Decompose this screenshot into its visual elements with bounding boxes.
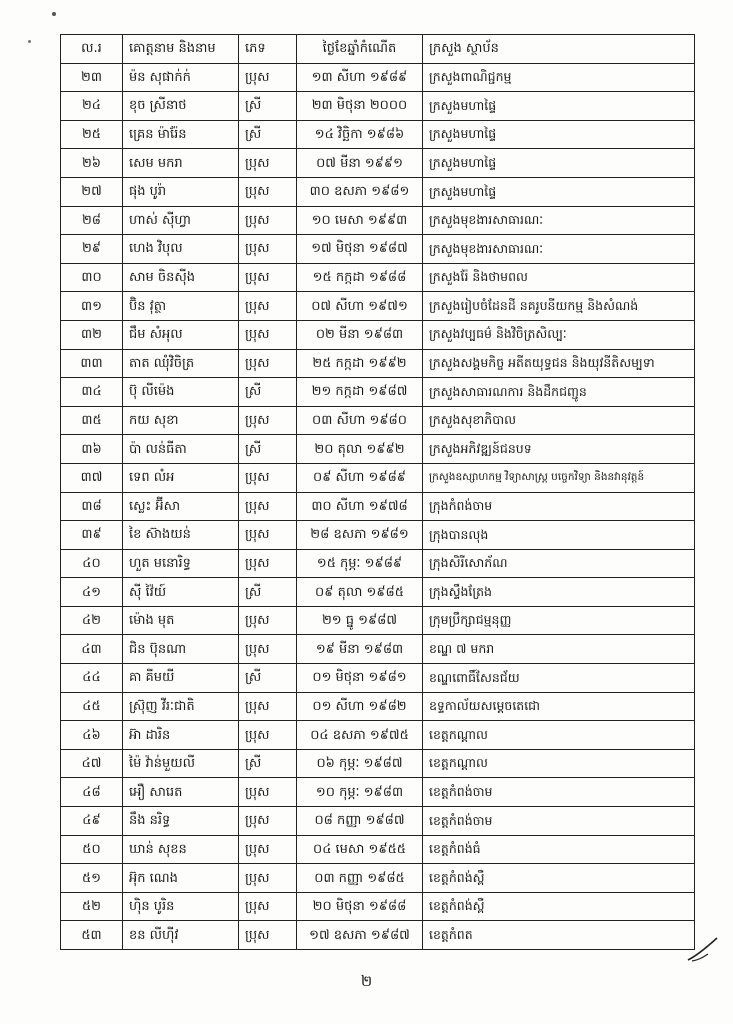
cell-name: ហ៊ិន បូរិន xyxy=(123,892,239,921)
table-row xyxy=(61,349,695,378)
cell-dob: ១០ មេសា ១៩៩៣ xyxy=(297,206,423,235)
cell-name: ស្រ៊ុញ វីរៈជាតិ xyxy=(123,692,239,721)
cell-sex: ប្រុស xyxy=(239,206,297,235)
cell-institution: ក្រសួងសង្គមកិច្ច អតីតយុទ្ធជន និងយុវនីតិសម្បទា xyxy=(423,349,695,378)
signature-mark xyxy=(686,930,720,964)
cell-sex: ប្រុស xyxy=(239,692,297,721)
cell-dob: ២០ តុលា ១៩៩២ xyxy=(297,435,423,464)
cell-name: ប៊ិន វុត្ថា xyxy=(123,292,239,321)
cell-sex: ប្រុស xyxy=(239,235,297,264)
cell-institution: ក្រសួងមហាផ្ទៃ xyxy=(423,92,695,121)
table-row xyxy=(61,835,695,864)
cell-sex: ប្រុស xyxy=(239,406,297,435)
cell-sex: ប្រុស xyxy=(239,778,297,807)
header-name: គោត្តនាម និងនាម xyxy=(123,35,239,64)
scan-dot xyxy=(52,12,56,16)
table-row xyxy=(61,463,695,492)
cell-sex: ប្រុស xyxy=(239,149,297,178)
cell-dob: ១៧ មិថុនា ១៩៨៧ xyxy=(297,235,423,264)
table-row xyxy=(61,778,695,807)
cell-sex: ប្រុស xyxy=(239,921,297,950)
table-body xyxy=(61,63,695,949)
cell-institution: ឧទ្ទកាល័យសម្ដេចតេជោ xyxy=(423,692,695,721)
cell-dob: ១៤ វិច្ឆិកា ១៩៨៦ xyxy=(297,120,423,149)
table-header-row xyxy=(61,35,695,64)
cell-institution: ក្រសួងឧស្សាហកម្ម វិទ្យាសាស្ត្រ បច្ចេកវិទ្យា និងនវានុវត្តន៍ xyxy=(423,463,695,492)
cell-institution: ខេត្តកំពង់ធំ xyxy=(423,835,695,864)
header-sex: ភេទ xyxy=(239,35,297,64)
header-number: ល.រ xyxy=(61,35,123,64)
cell-name: គ្រេន ម៉ារ៉ែន xyxy=(123,120,239,149)
cell-dob: ៣០ សីហា ១៩៧៨ xyxy=(297,492,423,521)
table-row xyxy=(61,435,695,464)
cell-dob: ៣០ ឧសភា ១៩៨១ xyxy=(297,177,423,206)
cell-number: ៣៩ xyxy=(61,521,123,550)
cell-dob: ០៨ កញ្ញា ១៩៨៧ xyxy=(297,807,423,836)
cell-name: ស្លេះ អ៊ីសា xyxy=(123,492,239,521)
cell-number: ៤៦ xyxy=(61,721,123,750)
table-row xyxy=(61,807,695,836)
cell-dob: ០៦ កុម្ភៈ ១៩៨៧ xyxy=(297,749,423,778)
cell-number: ៣៧ xyxy=(61,463,123,492)
table-row xyxy=(61,864,695,893)
cell-institution: ខេត្តកំពង់ស្ពឺ xyxy=(423,892,695,921)
cell-sex: ប្រុស xyxy=(239,635,297,664)
cell-number: ៣០ xyxy=(61,263,123,292)
cell-institution: ក្រុងស្ទឹងត្រែង xyxy=(423,578,695,607)
cell-institution: ខេត្តកំពង់ចាម xyxy=(423,807,695,836)
cell-sex: ប្រុស xyxy=(239,463,297,492)
table-row xyxy=(61,521,695,550)
cell-name: ខៃ ស៊ាងយន់ xyxy=(123,521,239,550)
cell-dob: ០៩ តុលា ១៩៨៥ xyxy=(297,578,423,607)
cell-sex: ប្រុស xyxy=(239,263,297,292)
cell-sex: ប្រុស xyxy=(239,63,297,92)
cell-sex: ប្រុស xyxy=(239,177,297,206)
cell-number: ៣៤ xyxy=(61,378,123,407)
cell-number: ៤៥ xyxy=(61,692,123,721)
table-row xyxy=(61,635,695,664)
cell-institution: ខេត្តកំពត xyxy=(423,921,695,950)
cell-sex: ប្រុស xyxy=(239,521,297,550)
roster-table xyxy=(60,34,695,950)
cell-name: ស៊ី វ៉ៃយ៍ xyxy=(123,578,239,607)
cell-sex: ស្រី xyxy=(239,92,297,121)
table-row xyxy=(61,549,695,578)
cell-number: ៣៣ xyxy=(61,349,123,378)
cell-name: សេម មករា xyxy=(123,149,239,178)
cell-institution: ក្រុងកំពង់ចាម xyxy=(423,492,695,521)
cell-number: ២៣ xyxy=(61,63,123,92)
cell-name: ហាស់ ស៊ីហ្វា xyxy=(123,206,239,235)
cell-number: ៤០ xyxy=(61,549,123,578)
cell-number: ២៩ xyxy=(61,235,123,264)
cell-institution: ក្រសួងវប្បធម៌ និងវិចិត្រសិល្បៈ xyxy=(423,320,695,349)
cell-name: ឃាន់ សុខន xyxy=(123,835,239,864)
table-row xyxy=(61,63,695,92)
table-row xyxy=(61,149,695,178)
cell-dob: ១៥ កុម្ភៈ ១៩៨៩ xyxy=(297,549,423,578)
cell-number: ៤៨ xyxy=(61,778,123,807)
cell-name: កយ សុខា xyxy=(123,406,239,435)
cell-name: ប៊ុ លីម៉េង xyxy=(123,378,239,407)
cell-institution: ក្រសួងមហាផ្ទៃ xyxy=(423,149,695,178)
cell-dob: ០៣ សីហា ១៩៨០ xyxy=(297,406,423,435)
cell-sex: ប្រុស xyxy=(239,864,297,893)
cell-institution: ខណ្ឌពោធិ៍សែនជ័យ xyxy=(423,664,695,693)
cell-dob: ០៧ សីហា ១៩៧១ xyxy=(297,292,423,321)
cell-name: ជឹម សំអុល xyxy=(123,320,239,349)
cell-name: ម៉ន សុផាក់ក់ xyxy=(123,63,239,92)
cell-name: គា គីមយី xyxy=(123,664,239,693)
table-row xyxy=(61,263,695,292)
cell-dob: ២៨ ឧសភា ១៩៨១ xyxy=(297,521,423,550)
table-row xyxy=(61,406,695,435)
cell-number: ៤២ xyxy=(61,606,123,635)
cell-sex: ប្រុស xyxy=(239,349,297,378)
cell-dob: ០២ មីនា ១៩៨៣ xyxy=(297,320,423,349)
cell-number: ៤៣ xyxy=(61,635,123,664)
scan-dot xyxy=(28,40,31,43)
table-row xyxy=(61,92,695,121)
cell-institution: ខេត្តកណ្ដាល xyxy=(423,721,695,750)
cell-dob: ២៥ កក្កដា ១៩៩២ xyxy=(297,349,423,378)
cell-institution: ក្រុមប្រឹក្សាជម្មនុញ្ញ xyxy=(423,606,695,635)
cell-dob: ១៥ កក្កដា ១៩៨៨ xyxy=(297,263,423,292)
cell-name: អឿ សារេត xyxy=(123,778,239,807)
cell-institution: ក្រសួងមហាផ្ទៃ xyxy=(423,120,695,149)
cell-sex: ស្រី xyxy=(239,664,297,693)
cell-number: ៣៥ xyxy=(61,406,123,435)
cell-institution: ក្រសួងអភិវឌ្ឍន៍ជនបទ xyxy=(423,435,695,464)
cell-dob: ២៣ មិថុនា ២០០០ xyxy=(297,92,423,121)
table-row xyxy=(61,292,695,321)
cell-dob: ០៣ កញ្ញា ១៩៨៥ xyxy=(297,864,423,893)
cell-number: ៣២ xyxy=(61,320,123,349)
cell-dob: ១០ កុម្ភៈ ១៩៨៣ xyxy=(297,778,423,807)
cell-dob: ០៧ មីនា ១៩៩១ xyxy=(297,149,423,178)
cell-dob: ១៣ សីហា ១៩៨៩ xyxy=(297,63,423,92)
cell-name: ផុង បូរ៉ា xyxy=(123,177,239,206)
cell-sex: ប្រុស xyxy=(239,807,297,836)
cell-sex: ស្រី xyxy=(239,120,297,149)
cell-institution: ក្រសួងរៀបចំដែនដី នគរូបនីយកម្ម និងសំណង់ xyxy=(423,292,695,321)
cell-sex: ស្រី xyxy=(239,378,297,407)
table-row xyxy=(61,320,695,349)
cell-name: អ៊ុក ណេង xyxy=(123,864,239,893)
cell-dob: ០៤ មេសា ១៩៥៥ xyxy=(297,835,423,864)
cell-institution: ក្រុងសិរីសោភ័ណ xyxy=(423,549,695,578)
cell-name: ម៉ៃ វ៉ាន់មួយលី xyxy=(123,749,239,778)
cell-dob: ១៧ ឧសភា ១៩៨៧ xyxy=(297,921,423,950)
cell-name: ទេព លំអ xyxy=(123,463,239,492)
cell-sex: ស្រី xyxy=(239,578,297,607)
cell-number: ៤៧ xyxy=(61,749,123,778)
cell-institution: ក្រសួងសុខាភិបាល xyxy=(423,406,695,435)
cell-dob: ១៩ មីនា ១៩៨៣ xyxy=(297,635,423,664)
cell-institution: ក្រសួងមហាផ្ទៃ xyxy=(423,177,695,206)
header-institution: ក្រសួង ស្ថាប័ន xyxy=(423,35,695,64)
cell-name: អ៊ា ដារិន xyxy=(123,721,239,750)
cell-institution: ខេត្តកណ្ដាល xyxy=(423,749,695,778)
cell-name: ជិន ប៊ុនណា xyxy=(123,635,239,664)
cell-name: ខន លីហ៊ីវ xyxy=(123,921,239,950)
cell-institution: ក្រសួងមុខងារសាធារណៈ xyxy=(423,206,695,235)
cell-institution: ក្រុងបានលុង xyxy=(423,521,695,550)
cell-dob: ២១ កក្កដា ១៩៨៧ xyxy=(297,378,423,407)
cell-number: ៥០ xyxy=(61,835,123,864)
cell-sex: ប្រុស xyxy=(239,320,297,349)
cell-number: ៤៩ xyxy=(61,807,123,836)
cell-name: តាត ឈុំវិចិត្រ xyxy=(123,349,239,378)
cell-name: ហេង វិបុល xyxy=(123,235,239,264)
cell-sex: ប្រុស xyxy=(239,549,297,578)
table-row xyxy=(61,606,695,635)
table-row xyxy=(61,378,695,407)
cell-sex: ប្រុស xyxy=(239,835,297,864)
cell-name: ម៉ោង មុត xyxy=(123,606,239,635)
cell-sex: ប្រុស xyxy=(239,606,297,635)
cell-dob: ០៤ ឧសភា ១៩៧៥ xyxy=(297,721,423,750)
table-row xyxy=(61,578,695,607)
table-row xyxy=(61,235,695,264)
cell-institution: ក្រសួងពាណិជ្ជកម្ម xyxy=(423,63,695,92)
cell-number: ២៤ xyxy=(61,92,123,121)
cell-dob: ០៩ សីហា ១៩៨៩ xyxy=(297,463,423,492)
cell-institution: ខេត្តកំពង់ស្ពឺ xyxy=(423,864,695,893)
table-row xyxy=(61,664,695,693)
cell-number: ៣៨ xyxy=(61,492,123,521)
cell-sex: ប្រុស xyxy=(239,721,297,750)
page-number: ២ xyxy=(360,972,373,990)
table-row xyxy=(61,492,695,521)
cell-sex: ប្រុស xyxy=(239,492,297,521)
cell-sex: ស្រី xyxy=(239,435,297,464)
table-row xyxy=(61,921,695,950)
cell-number: ៤១ xyxy=(61,578,123,607)
cell-institution: ខណ្ឌ ៧ មករា xyxy=(423,635,695,664)
cell-sex: ស្រី xyxy=(239,749,297,778)
cell-sex: ប្រុស xyxy=(239,892,297,921)
cell-number: ២៥ xyxy=(61,120,123,149)
cell-dob: ០១ សីហា ១៩៨២ xyxy=(297,692,423,721)
table-row xyxy=(61,692,695,721)
table-row xyxy=(61,892,695,921)
cell-number: ៥២ xyxy=(61,892,123,921)
cell-number: ៥១ xyxy=(61,864,123,893)
cell-dob: ២១ ធ្នូ ១៩៨៧ xyxy=(297,606,423,635)
cell-name: ខុច ស្រីនាថ xyxy=(123,92,239,121)
table-row xyxy=(61,120,695,149)
cell-name: ហួត មនោរិទ្ធ xyxy=(123,549,239,578)
cell-sex: ប្រុស xyxy=(239,292,297,321)
cell-institution: ក្រសួងរ៉ែ និងថាមពល xyxy=(423,263,695,292)
cell-number: ២៦ xyxy=(61,149,123,178)
cell-dob: ០១ មិថុនា ១៩៨១ xyxy=(297,664,423,693)
cell-institution: ខេត្តកំពង់ចាម xyxy=(423,778,695,807)
cell-number: ៤៤ xyxy=(61,664,123,693)
cell-institution: ក្រសួងសាធារណការ និងដឹកជញ្ជូន xyxy=(423,378,695,407)
cell-number: ៣១ xyxy=(61,292,123,321)
cell-name: ប៉ា លន់ធីតា xyxy=(123,435,239,464)
cell-institution: ក្រសួងមុខងារសាធារណៈ xyxy=(423,235,695,264)
cell-number: ២៧ xyxy=(61,177,123,206)
cell-number: ២៨ xyxy=(61,206,123,235)
table-row xyxy=(61,206,695,235)
cell-number: ៣៦ xyxy=(61,435,123,464)
table-row xyxy=(61,721,695,750)
cell-dob: ២០ មិថុនា ១៩៨៨ xyxy=(297,892,423,921)
cell-name: នឹង នរិទ្ធ xyxy=(123,807,239,836)
cell-number: ៥៣ xyxy=(61,921,123,950)
header-dob: ថ្ងៃខែឆ្នាំកំណើត xyxy=(297,35,423,64)
table-row xyxy=(61,177,695,206)
cell-name: សាម ចិនស៊ីង xyxy=(123,263,239,292)
table-row xyxy=(61,749,695,778)
